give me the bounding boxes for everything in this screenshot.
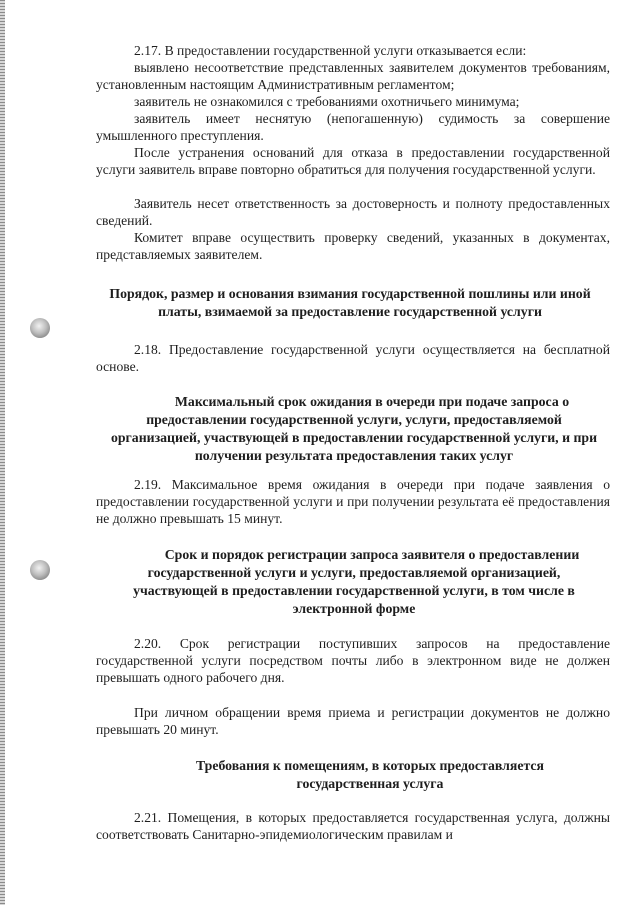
paragraph-2-17-responsibility: Заявитель несет ответственность за достоверность и полноту предоставленных сведений. [96,196,610,228]
heading-premises: Требования к помещениям, в которых предоставляется государственная услуга [195,758,545,791]
paragraph-2-19: 2.19. Максимальное время ожидания в очереди при подаче заявления о предоставлении государственной услуги и при получении результата её предоставления не должно превышать 15 минут. [96,477,610,526]
paragraph-2-18: 2.18. Предоставление государственной услуги осуществляется на бесплатной основе. [96,342,610,374]
heading-fee: Порядок, размер и основания взимания государственной пошлины или иной платы, взимаемой за предоставление государственной услуги [109,286,591,319]
paragraph-2-20-personal: При личном обращении время приема и регистрации документов не должно превышать 20 минут. [96,705,610,737]
paragraph-2-17-verification: Комитет вправе осуществить проверку сведений, указанных в документах, представляемых заявителем. [96,230,610,262]
paragraph-2-17-reason-2: заявитель не ознакомился с требованиями охотничьего минимума; [134,94,520,109]
heading-queue: Максимальный срок ожидания в очереди при подаче запроса о предоставлении государственной услуги, услуги, предоставляемой организацией, участвующей в предоставлении государственной услуги, и при получении результата предоставления таких услуг [110,394,598,463]
heading-registration: Срок и порядок регистрации запроса заявителя о предоставлении государственной услуги и услуги, предоставляемой организацией, участвующей в предоставлении государственной услуги, в том числе в электронной форме [133,547,580,616]
paragraph-2-17-reason-3: заявитель имеет неснятую (непогашенную) судимость за совершение умышленного преступления. [96,111,610,143]
paragraph-2-20: 2.20. Срок регистрации поступивших запросов на предоставление государственной услуги посредством почты либо в электронном виде не должен превышать одного рабочего дня. [96,636,610,685]
paragraph-2-17-intro: 2.17. В предоставлении государственной услуги отказывается если: [134,43,527,58]
paragraph-2-17-repeat: После устранения оснований для отказа в предоставлении государственной услуги заявитель вправе повторно обратиться для получения государственной услуги. [96,145,610,177]
paragraph-2-17-reason-1: выявлено несоответствие представленных заявителем документов требованиям, установленным настоящим Административным регламентом; [96,60,610,92]
paragraph-2-21: 2.21. Помещения, в которых предоставляется государственная услуга, должны соответствовать Санитарно-эпидемиологическим правилам и [96,810,610,842]
